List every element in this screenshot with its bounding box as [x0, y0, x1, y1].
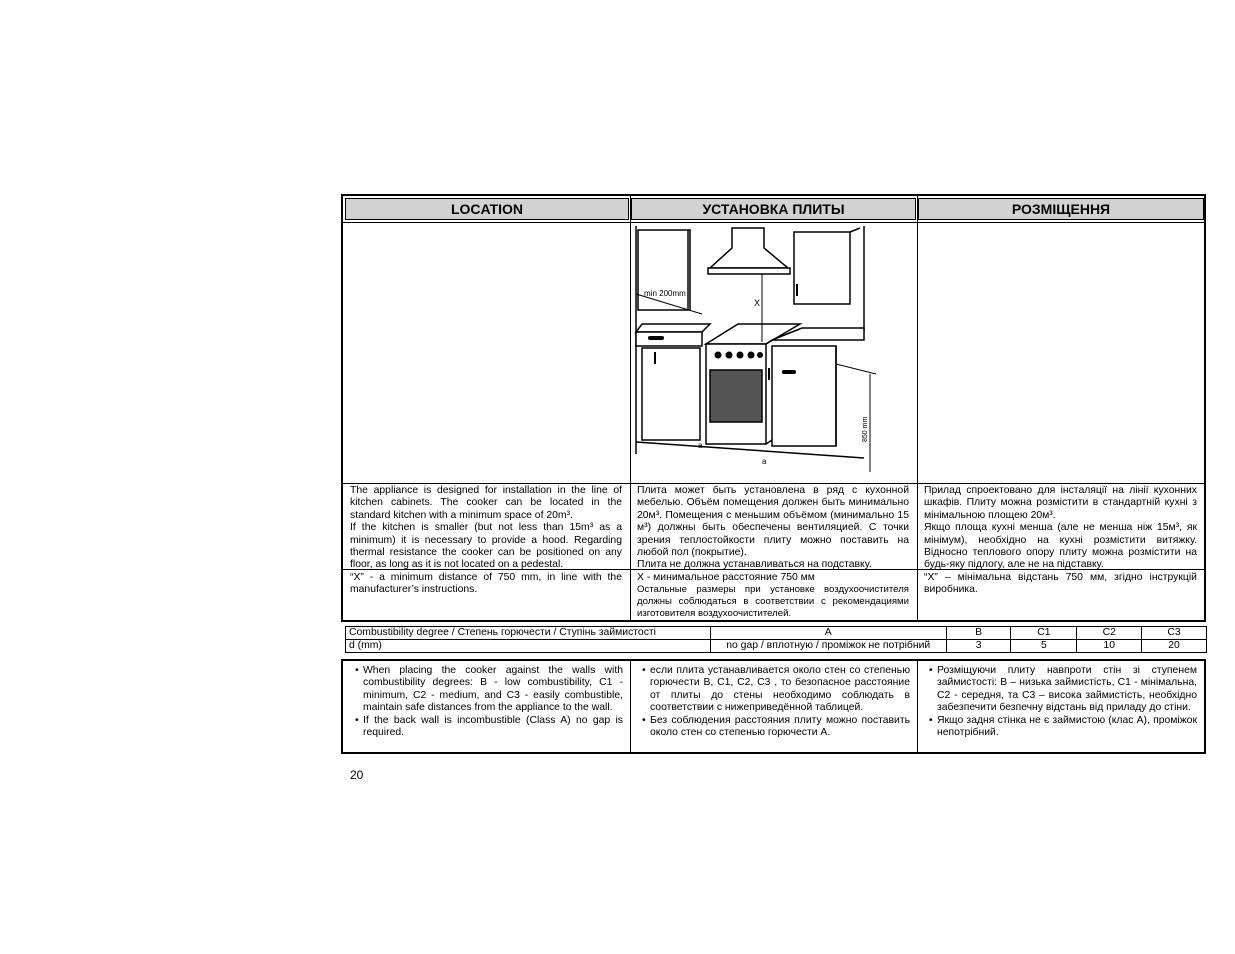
- intro-paragraph: If the kitchen is smaller (but not less than 15m³ as a minimum) it is necessary to provide a hood. Regarding thermal resistance the cooker can be positioned on any floor, as long as it is not located on a pedestal.: [350, 522, 622, 571]
- notes-section: [341, 659, 1206, 754]
- list-item: • When placing the cooker against the walls with combustibility degrees: B - low combustibility, C1 - minimum, C2 - medium, and C3 - easily combustible, maintain safe distances from the appliance to the wall.: [355, 665, 623, 715]
- list-item: • Розміщуючи плиту навпроти стін зі ступенем займистості: B – низька займистість, C1 - мінімальна, C2 - середня, та C3 – висока займистість, необхідно забезпечити безпечну відстань від приладу до стіни.: [929, 665, 1197, 715]
- intro-paragraph: Якщо площа кухні менша (але не менша ніж 15м³, як мінімум), необхідно на кухні розмістити витяжку. Відносно теплового опору плиту можна розмістити на будь-яку підлогу, але не на підставку.: [924, 522, 1197, 571]
- list-item: • Якщо задня стінка не є займистою (клас А), проміжок непотрібний.: [929, 715, 1197, 740]
- table-cell: B: [946, 627, 1011, 640]
- intro-paragraph: Плита не должна устанавливаться на подставку.: [637, 559, 872, 571]
- intro-paragraph: The appliance is designed for installation in the line of kitchen cabinets. The cooker can be located in the standard kitchen with a minimum space of 20m³.: [350, 485, 622, 521]
- page-number: 20: [350, 768, 364, 782]
- column-divider: [917, 661, 918, 752]
- intro-text-ru: [637, 485, 909, 572]
- table-cell: C2: [1077, 627, 1142, 640]
- table-cell: C1: [1011, 627, 1077, 640]
- distance-text-uk: “X” – мінімальна відстань 750 мм, згідно інструкцій виробника.: [924, 572, 1197, 596]
- min-distance-label: min 200mm: [644, 289, 686, 298]
- combustibility-table: [345, 626, 1207, 653]
- table-row: [346, 640, 1207, 653]
- row-divider: [343, 222, 1204, 223]
- header-location-ru: УСТАНОВКА ПЛИТЫ: [631, 198, 916, 220]
- row-divider: [343, 483, 1204, 484]
- column-divider: [917, 196, 918, 620]
- table-cell: 10: [1077, 640, 1142, 653]
- table-cell: A: [710, 627, 946, 640]
- table-cell: Combustibility degree / Степень горючести / Ступінь займистості: [346, 627, 711, 640]
- table-cell: C3: [1142, 627, 1207, 640]
- location-section: [341, 194, 1206, 622]
- x-distance-label: X: [754, 298, 761, 308]
- column-divider: [630, 661, 631, 752]
- table-cell: 20: [1142, 640, 1207, 653]
- intro-paragraph: Прилад спроектовано для інсталяції на лінії кухонних шкафів. Плиту можна розмістити в стандартній кухні з мінімальною площею 20м³.: [924, 485, 1197, 521]
- column-divider: [630, 196, 631, 620]
- distance-text-en: “X” - a minimum distance of 750 mm, in line with the manufacturer’s instructions.: [350, 572, 622, 596]
- kitchen-installation-figure: [632, 224, 916, 482]
- gap-label: a: [698, 441, 703, 450]
- intro-text-en: [350, 485, 622, 572]
- intro-paragraph: Плита может быть установлена в ряд с кухонной мебелью. Объём помещения должен быть минимально 20м³. Помещения с меньшим объёмом (минимально 15 м³) должны быть обеспечены вентиляцией. С точки зрения теплостойкости плиту можно поставить на любой пол (покрытие).: [637, 485, 909, 559]
- distance-paragraph: X - минимальное расстояние 750 мм: [637, 572, 815, 583]
- list-item: • If the back wall is incombustible (Class A) no gap is required.: [355, 715, 623, 740]
- height-label: 850 mm: [862, 416, 869, 442]
- table-cell: d (mm): [346, 640, 711, 653]
- list-item: • если плита устанавливается около стен со степенью горючести B, C1, C2, C3 , то безопасное расстояние от плиты до стены необходимо соблюдать в соответствии с нижеприведённой таблицей.: [642, 665, 910, 715]
- notes-ru: [632, 665, 910, 739]
- table-row: [346, 627, 1207, 640]
- header-location-uk: РОЗМІЩЕННЯ: [918, 198, 1204, 220]
- header-location-en: LOCATION: [345, 198, 629, 220]
- distance-text-ru: [637, 572, 909, 620]
- table-cell: 3: [946, 640, 1011, 653]
- list-item: • Без соблюдения расстояния плиту можно поставить около стен со степенью горючести A.: [642, 715, 910, 740]
- notes-en: [345, 665, 623, 739]
- distance-paragraph: Остальные размеры при установке воздухоочистителя должны соблюдаться в соответствии с рекомендациями изготовителя воздухоочистителей.: [637, 584, 909, 620]
- notes-uk: [919, 665, 1197, 739]
- intro-text-uk: [924, 485, 1197, 572]
- table-cell: 5: [1011, 640, 1077, 653]
- table-cell: no gap / вплотную / проміжок не потрібний: [710, 640, 946, 653]
- gap-label: a: [762, 457, 767, 466]
